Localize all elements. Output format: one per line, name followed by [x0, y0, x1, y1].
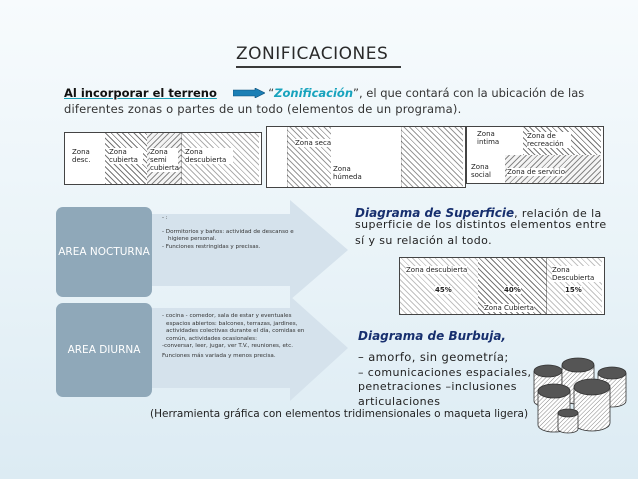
plan2-zone-seca-b: [401, 127, 463, 187]
area-nocturna-box: AREA NOCTURNA: [56, 207, 152, 297]
plan-zones-2: [266, 126, 466, 188]
intro-zonificacion: Zonificación: [274, 86, 353, 100]
plan2-edge: [267, 127, 288, 187]
diurna-bullet-3: común, actividades ocasionales:: [166, 335, 257, 342]
sup-pct-right: 15%: [565, 286, 582, 294]
plan2-zone-seca-a: [287, 127, 332, 187]
footer-note: (Herramienta gráfica con elementos tridimensionales o maqueta ligera): [150, 408, 529, 420]
burbuja-line-4: articulaciones: [358, 395, 441, 408]
intro-rest: ”, el que contará con la ubicación de las: [353, 86, 585, 100]
page-title: ZONIFICACIONES: [236, 44, 389, 64]
title-underline: [236, 66, 401, 68]
sup-pct-left: 45%: [435, 286, 452, 294]
plan-zones-3: [466, 126, 604, 184]
diurna-bullet-4: -conversar, leer, jugar, ver T.V., reuniones, etc.: [162, 343, 293, 349]
area-diurna-box: AREA DIURNA: [56, 303, 152, 397]
nocturna-bullet-0: - :: [162, 215, 168, 221]
nocturna-bullet-2: higiene personal.: [168, 236, 217, 242]
sup-label-bottom: Zona Cubierta: [484, 304, 534, 312]
burbuja-line-3: penetraciones –inclusiones: [358, 380, 517, 393]
plan3-label-0: Zona intima: [477, 130, 507, 146]
burbuja-line-2: – comunicaciones espaciales,: [358, 366, 532, 379]
diurna-bullet-2: actividades colectivas durante el día, comidas en: [166, 328, 305, 334]
superficie-title: Diagrama de Superficie: [355, 206, 515, 220]
plan1-label-2: Zona semi cubierta: [150, 148, 179, 172]
burbuja-title: Diagrama de Burbuja,: [358, 329, 506, 343]
plan2-label-1: Zona húmeda: [333, 165, 365, 181]
superficie-diagram: [399, 257, 605, 315]
diurna-bullet-0: - cocina - comedor, sala de estar y eventuales: [162, 313, 292, 319]
right-arrow-icon: [233, 88, 265, 98]
superficie-text-1: , relación de la: [514, 207, 602, 220]
sup-pct-mid: 40%: [504, 286, 521, 294]
diurna-bullets: [162, 313, 304, 360]
plan1-label-3: Zona descubierta: [185, 148, 233, 164]
sup-label-left: Zona descubierta: [406, 266, 468, 274]
intro-highlight: Al incorporar el terreno: [64, 86, 217, 100]
plan-zones-1: [64, 132, 262, 185]
nocturna-bullet-3: - Funciones restringidas y precisas.: [162, 243, 261, 250]
intro-line-2: diferentes zonas o partes de un todo (elementos de un programa).: [64, 102, 462, 116]
plan1-label-0: Zona desc.: [72, 148, 100, 164]
plan2-label-0: Zona seca: [295, 139, 332, 147]
plan3-label-2: Zona social: [471, 163, 497, 179]
diurna-bullet-1: espacios abiertos: balcones, terrazas, jardines,: [166, 320, 298, 327]
nocturna-bullets: [162, 215, 294, 251]
plan1-label-1: Zona cubierta: [109, 148, 143, 164]
sup-label-right: Zona Descubierta: [552, 266, 604, 282]
cylinders-icon: [528, 357, 628, 437]
nocturna-bullet-1: - Dormitorios y baños: actividad de descanso e: [162, 228, 294, 235]
superficie-line-3: sí y su relación al todo.: [355, 234, 492, 247]
intro-line-1: [64, 86, 584, 100]
superficie-line-2: superficie de los distintos elementos entre: [355, 218, 607, 231]
diurna-bullet-5: Funciones más variada y menos precisa.: [162, 352, 276, 359]
plan3-label-1: Zona de recreación: [527, 132, 571, 148]
plan3-label-3: Zona de servicio: [507, 168, 565, 176]
burbuja-line-1: – amorfo, sin geometría;: [358, 350, 509, 364]
intro-quote-open: “: [268, 86, 275, 100]
